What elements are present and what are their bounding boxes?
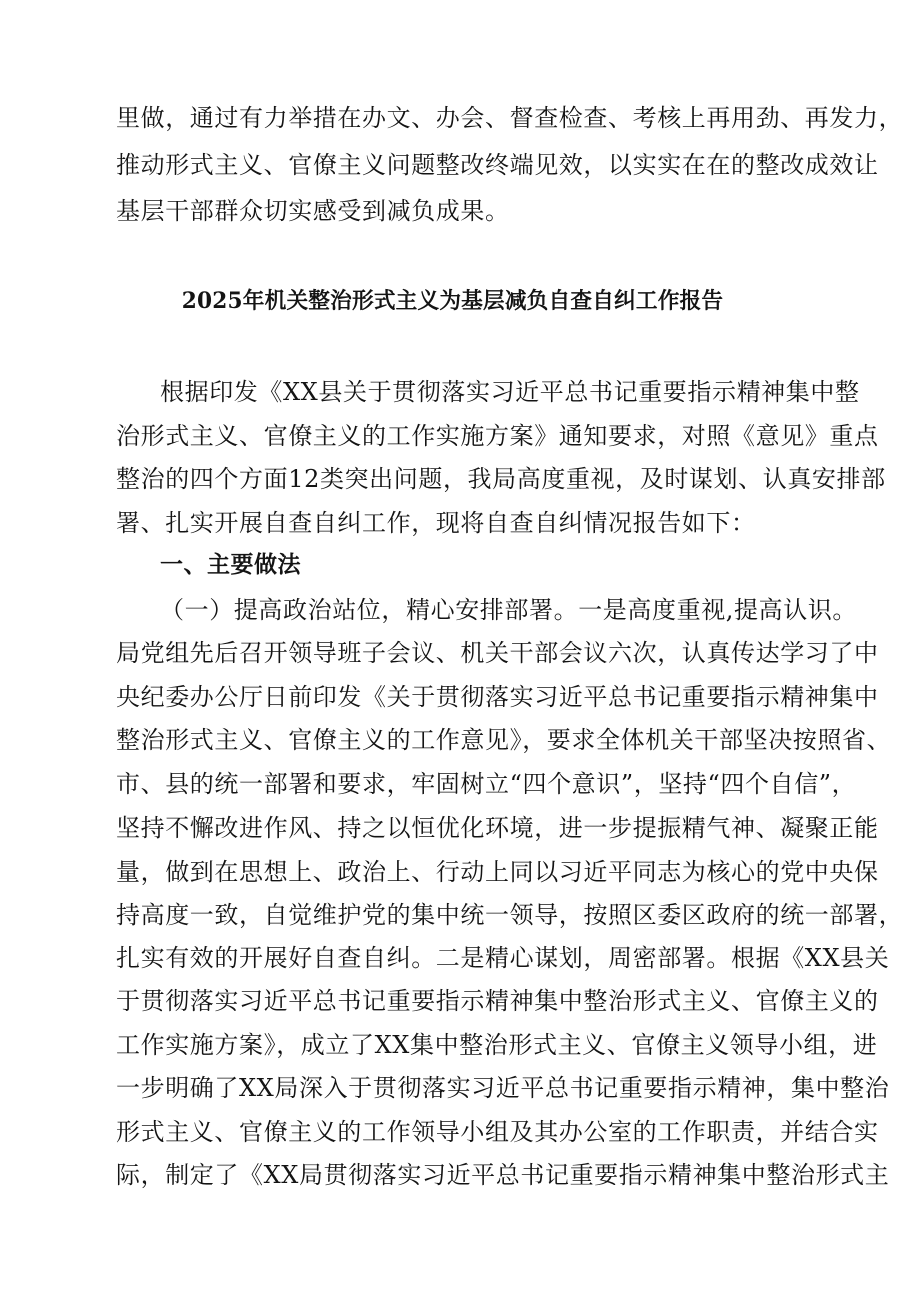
body-line-11: 工作实施方案》，成立了XX集中整治形式主义、官僚主义领导小组，进 [116, 1031, 878, 1059]
body-line-1: （一）提高政治站位，精心安排部署。一是高度重视,提高认识。 [160, 596, 858, 624]
report-title: 2025年机关整治形式主义为基层减负自查自纠工作报告 [181, 288, 724, 314]
body-line-10: 于贯彻落实习近平总书记重要指示精神集中整治形式主义、官僚主义的 [116, 987, 879, 1015]
body-line-8: 持高度一致，自觉维护党的集中统一领导，按照区委区政府的统一部署， [116, 901, 904, 929]
body-line-14: 际，制定了《XX局贯彻落实习近平总书记重要指示精神集中整治形式主 [116, 1161, 890, 1189]
body-line-3: 央纪委办公厅日前印发《关于贯彻落实习近平总书记重要指示精神集中 [116, 683, 879, 711]
intro-line-3: 基层干部群众切实感受到减负成果。 [116, 197, 510, 225]
opening-line-3: 整治的四个方面12类突出问题，我局高度重视，及时谋划、认真安排部 [116, 465, 886, 493]
body-line-4: 整治形式主义、官僚主义的工作意见》，要求全体机关干部坚决按照省、 [116, 726, 892, 754]
body-line-5: 市、县的统一部署和要求，牢固树立“四个意识”，坚持“四个自信”， [116, 770, 857, 798]
opening-line-2: 治形式主义、官僚主义的工作实施方案》通知要求，对照《意见》重点 [116, 422, 879, 450]
body-line-12: 一步明确了XX局深入于贯彻落实习近平总书记重要指示精神，集中整治 [116, 1074, 890, 1102]
section-heading: 一、主要做法 [160, 552, 301, 578]
opening-line-1: 根据印发《XX县关于贯彻落实习近平总书记重要指示精神集中整 [160, 378, 860, 406]
body-line-6: 坚持不懈改进作风、持之以恒优化环境，进一步提振精气神、凝聚正能 [116, 814, 879, 842]
intro-line-1: 里做，通过有力举措在办文、办会、督查检查、考核上再用劲、再发力， [116, 104, 904, 132]
opening-line-4: 署、扎实开展自查自纠工作，现将自查自纠情况报告如下： [116, 509, 756, 537]
body-line-7: 量，做到在思想上、政治上、行动上同以习近平同志为核心的党中央保 [116, 858, 879, 886]
body-line-2: 局党组先后召开领导班子会议、机关干部会议六次，认真传达学习了中 [116, 639, 879, 667]
body-line-9: 扎实有效的开展好自查自纠。二是精心谋划，周密部署。根据《XX县关 [116, 944, 890, 972]
body-line-13: 形式主义、官僚主义的工作领导小组及其办公室的工作职责，并结合实 [116, 1118, 879, 1146]
intro-line-2: 推动形式主义、官僚主义问题整改终端见效，以实实在在的整改成效让 [116, 151, 879, 179]
